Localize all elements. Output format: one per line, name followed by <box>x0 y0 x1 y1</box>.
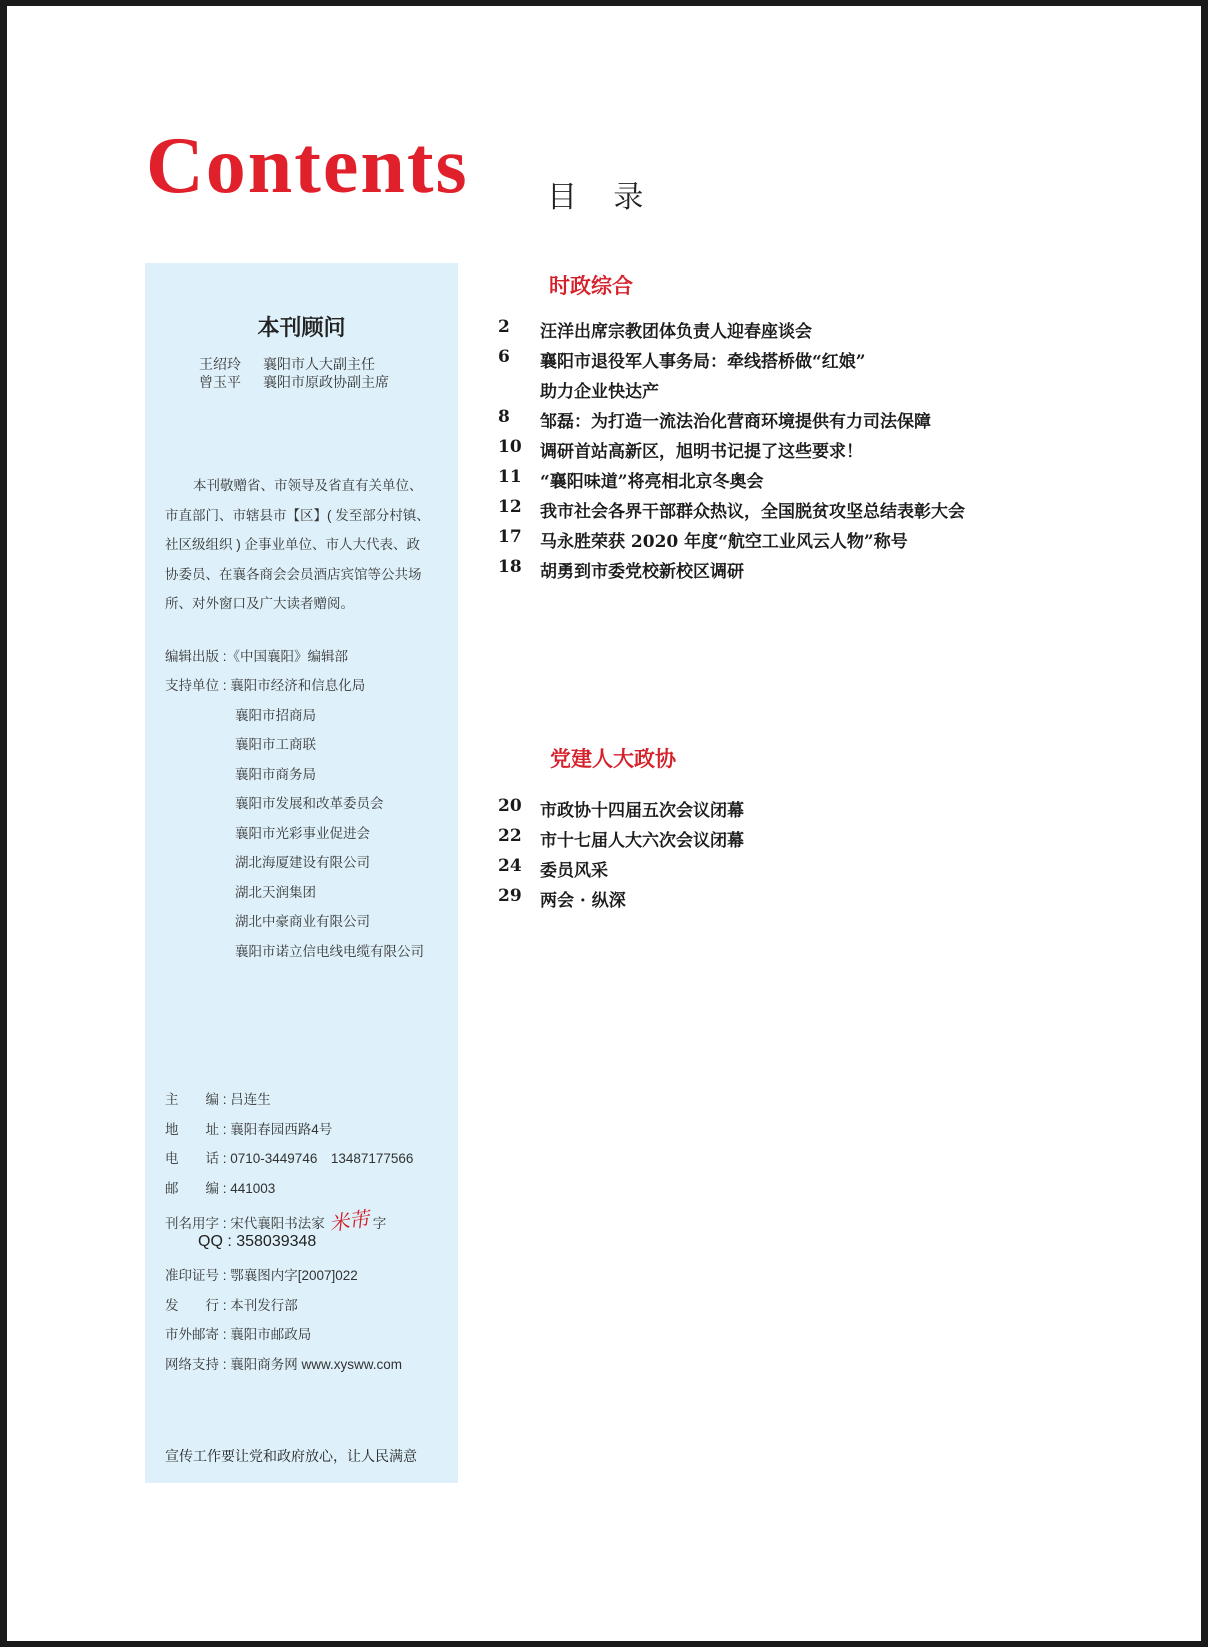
masthead-sidebar <box>145 263 458 1483</box>
toc-title: 胡勇到市委党校新校区调研 <box>540 562 744 582</box>
calligraphy-prefix: 刊名用字 : 宋代襄阳书法家 <box>165 1216 325 1231</box>
toc-title: “襄阳味道”将亮相北京冬奥会 <box>540 472 764 492</box>
page-title: Contents <box>146 122 469 210</box>
calligraphy-signature: 米芾 <box>327 1206 371 1236</box>
toc-page: 2 <box>498 317 510 337</box>
postcode-line: 邮 编 : 441003 <box>165 1181 276 1196</box>
toc-title: 委员风采 <box>540 861 608 881</box>
toc-title: 调研首站高新区，旭明书记提了这些要求！ <box>540 442 863 462</box>
section-heading: 党建人大政协 <box>550 748 676 771</box>
advisor-row <box>199 372 389 392</box>
toc-page: 29 <box>498 886 522 906</box>
supporter-item: 襄阳市招商局 <box>235 708 316 723</box>
toc-page: 22 <box>498 826 522 846</box>
supporter-item: 湖北中豪商业有限公司 <box>235 914 370 929</box>
toc-page: 11 <box>498 467 522 487</box>
toc-title: 汪洋出席宗教团体负责人迎春座谈会 <box>540 322 812 342</box>
toc-title: 市十七届人大六次会议闭幕 <box>540 831 744 851</box>
toc-page: 24 <box>498 856 522 876</box>
calligraphy-suffix: 字 <box>372 1216 387 1231</box>
toc-title: 襄阳市退役军人事务局：牵线搭桥做“红娘” <box>540 352 866 372</box>
toc-title: 助力企业快达产 <box>540 382 659 402</box>
supporter-item: 湖北海厦建设有限公司 <box>235 855 370 870</box>
permit-line: 准印证号 : 鄂襄图内字[2007]022 <box>165 1268 358 1283</box>
section-heading: 时政综合 <box>549 275 633 298</box>
address-line: 地 址 : 襄阳春园西路4号 <box>165 1122 333 1137</box>
supporter-item: 湖北天润集团 <box>235 885 316 900</box>
advisor-name: 王绍玲 <box>199 356 241 372</box>
support-line: 支持单位 : 襄阳市经济和信息化局 <box>165 678 366 693</box>
supporter-item: 襄阳市商务局 <box>235 767 316 782</box>
advisor-title: 本刊顾问 <box>257 315 346 340</box>
toc-title: 市政协十四届五次会议闭幕 <box>540 801 744 821</box>
toc-page: 18 <box>498 557 522 577</box>
slogan: 宣传工作要让党和政府放心，让人民满意 <box>165 1448 417 1464</box>
advisor-role: 襄阳市原政协副主席 <box>263 374 389 390</box>
mail-line: 市外邮寄 : 襄阳市邮政局 <box>165 1327 312 1342</box>
advisor-role: 襄阳市人大副主任 <box>263 356 375 372</box>
toc-page: 6 <box>498 347 510 367</box>
supporter-item: 襄阳市发展和改革委员会 <box>235 796 384 811</box>
toc-title: 两会 · 纵深 <box>540 891 626 911</box>
web-line: 网络支持 : 襄阳商务网 www.xysww.com <box>165 1357 403 1372</box>
phone-line: 电 话 : 0710-3449746 13487177566 <box>165 1151 414 1166</box>
toc-page: 10 <box>498 437 522 457</box>
qq-line: QQ : 358039348 <box>198 1233 317 1250</box>
advisor-name: 曾玉平 <box>199 374 241 390</box>
toc-page: 17 <box>498 527 522 547</box>
page <box>7 6 1201 1641</box>
editor-line: 主 编 : 吕连生 <box>165 1092 271 1107</box>
intro-paragraph: 本刊敬赠省、市领导及省直有关单位、市直部门、市辖县市【区】( 发至部分村镇、社区级组织 ) 企事业单位、市人大代表、政协委员、在襄各商会会员酒店宾馆等公共场所、对外窗口及广大读者赠阅。 <box>165 478 430 611</box>
toc-title: 邹磊：为打造一流法治化营商环境提供有力司法保障 <box>540 412 931 432</box>
toc-page: 12 <box>498 497 522 517</box>
supporter-item: 襄阳市工商联 <box>235 737 316 752</box>
supporter-item: 襄阳市诺立信电线电缆有限公司 <box>235 944 424 959</box>
toc-page: 20 <box>498 796 522 816</box>
editorial-line: 编辑出版 :《中国襄阳》编辑部 <box>165 649 349 664</box>
page-subtitle: 目 录 <box>547 181 658 214</box>
supporter-item: 襄阳市光彩事业促进会 <box>235 826 370 841</box>
toc-title: 我市社会各界干部群众热议，全国脱贫攻坚总结表彰大会 <box>540 502 965 522</box>
toc-page: 8 <box>498 407 510 427</box>
calligraphy-line <box>165 1205 386 1234</box>
advisor-row <box>199 354 375 374</box>
issuer-line: 发 行 : 本刊发行部 <box>165 1298 298 1313</box>
toc-title: 马永胜荣获 2020 年度“航空工业风云人物”称号 <box>540 532 908 552</box>
